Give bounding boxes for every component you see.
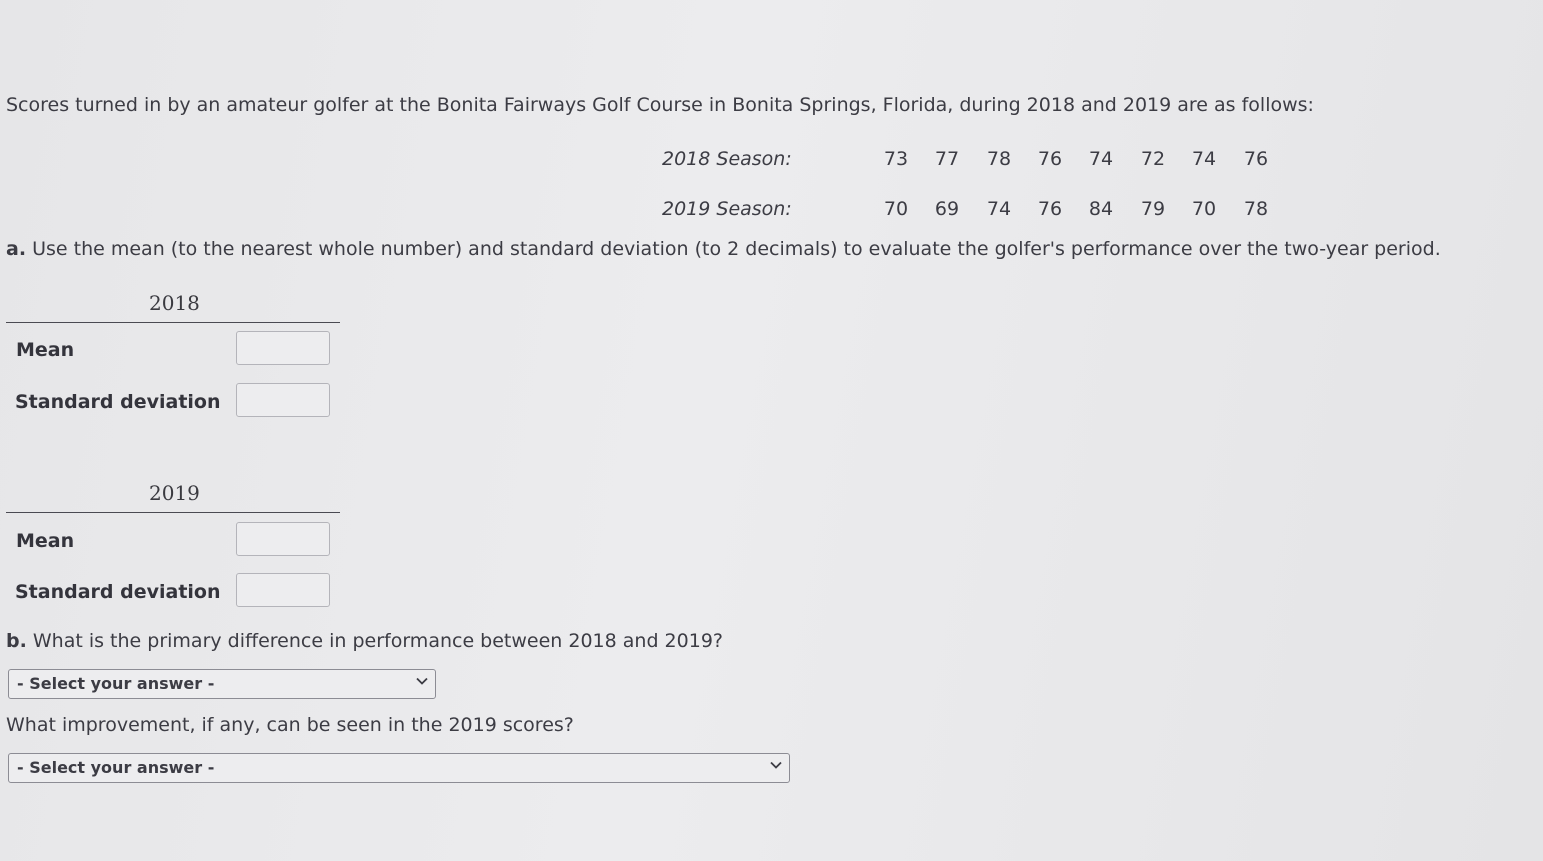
part-b-select-value: - Select your answer - [17,674,215,693]
season-2019-score: 74 [986,198,1012,220]
season-2019-score: 76 [1037,198,1063,220]
part-c-select[interactable] [8,753,790,783]
part-a-question [6,238,1441,260]
season-2018-score: 74 [1088,148,1114,170]
season-2019-score: 78 [1243,198,1269,220]
chevron-down-icon [769,758,783,772]
part-c-question: What improvement, if any, can be seen in the 2019 scores? [6,714,574,736]
season-2018-score: 76 [1037,148,1063,170]
problem-intro: Scores turned in by an amateur golfer at the Bonita Fairways Golf Course in Bonita Springs, Florida, during 2018 and 2019 are as follows: [6,94,1314,116]
part-b-prefix: b. [6,630,27,652]
season-2018-score: 74 [1191,148,1217,170]
part-c-select-value: - Select your answer - [17,758,215,777]
season-2018-score: 76 [1243,148,1269,170]
mean-2019-label: Mean [16,530,75,552]
season-2019-score: 70 [1191,198,1217,220]
season-2018-score: 78 [986,148,1012,170]
chevron-down-icon [415,674,429,688]
season-2019-score: 70 [883,198,909,220]
part-a-text: Use the mean (to the nearest whole number) and standard deviation (to 2 decimals) to evaluate the golfer's performance over the two-year period. [32,238,1441,260]
mean-2018-input[interactable] [236,331,330,365]
season-2019-score: 69 [934,198,960,220]
season-2019-score: 79 [1140,198,1166,220]
season-2018-score: 77 [934,148,960,170]
sd-2018-input[interactable] [236,383,330,417]
sd-2019-label: Standard deviation [15,581,221,603]
part-b-question [6,630,723,652]
season-2019-score: 84 [1088,198,1114,220]
table-2019-rule [6,512,340,513]
mean-2019-input[interactable] [236,522,330,556]
season-2019-label: 2019 Season: [662,198,792,220]
sd-2018-label: Standard deviation [15,391,221,413]
part-b-text: What is the primary difference in performance between 2018 and 2019? [32,630,723,652]
part-b-select[interactable] [8,669,436,699]
sd-2019-input[interactable] [236,573,330,607]
season-2018-label: 2018 Season: [662,148,792,170]
season-2018-score: 72 [1140,148,1166,170]
table-2018-heading: 2018 [149,291,200,315]
season-2018-score: 73 [883,148,909,170]
mean-2018-label: Mean [16,339,75,361]
table-2018-rule [6,322,340,323]
part-a-prefix: a. [6,238,27,260]
table-2019-heading: 2019 [149,481,200,505]
